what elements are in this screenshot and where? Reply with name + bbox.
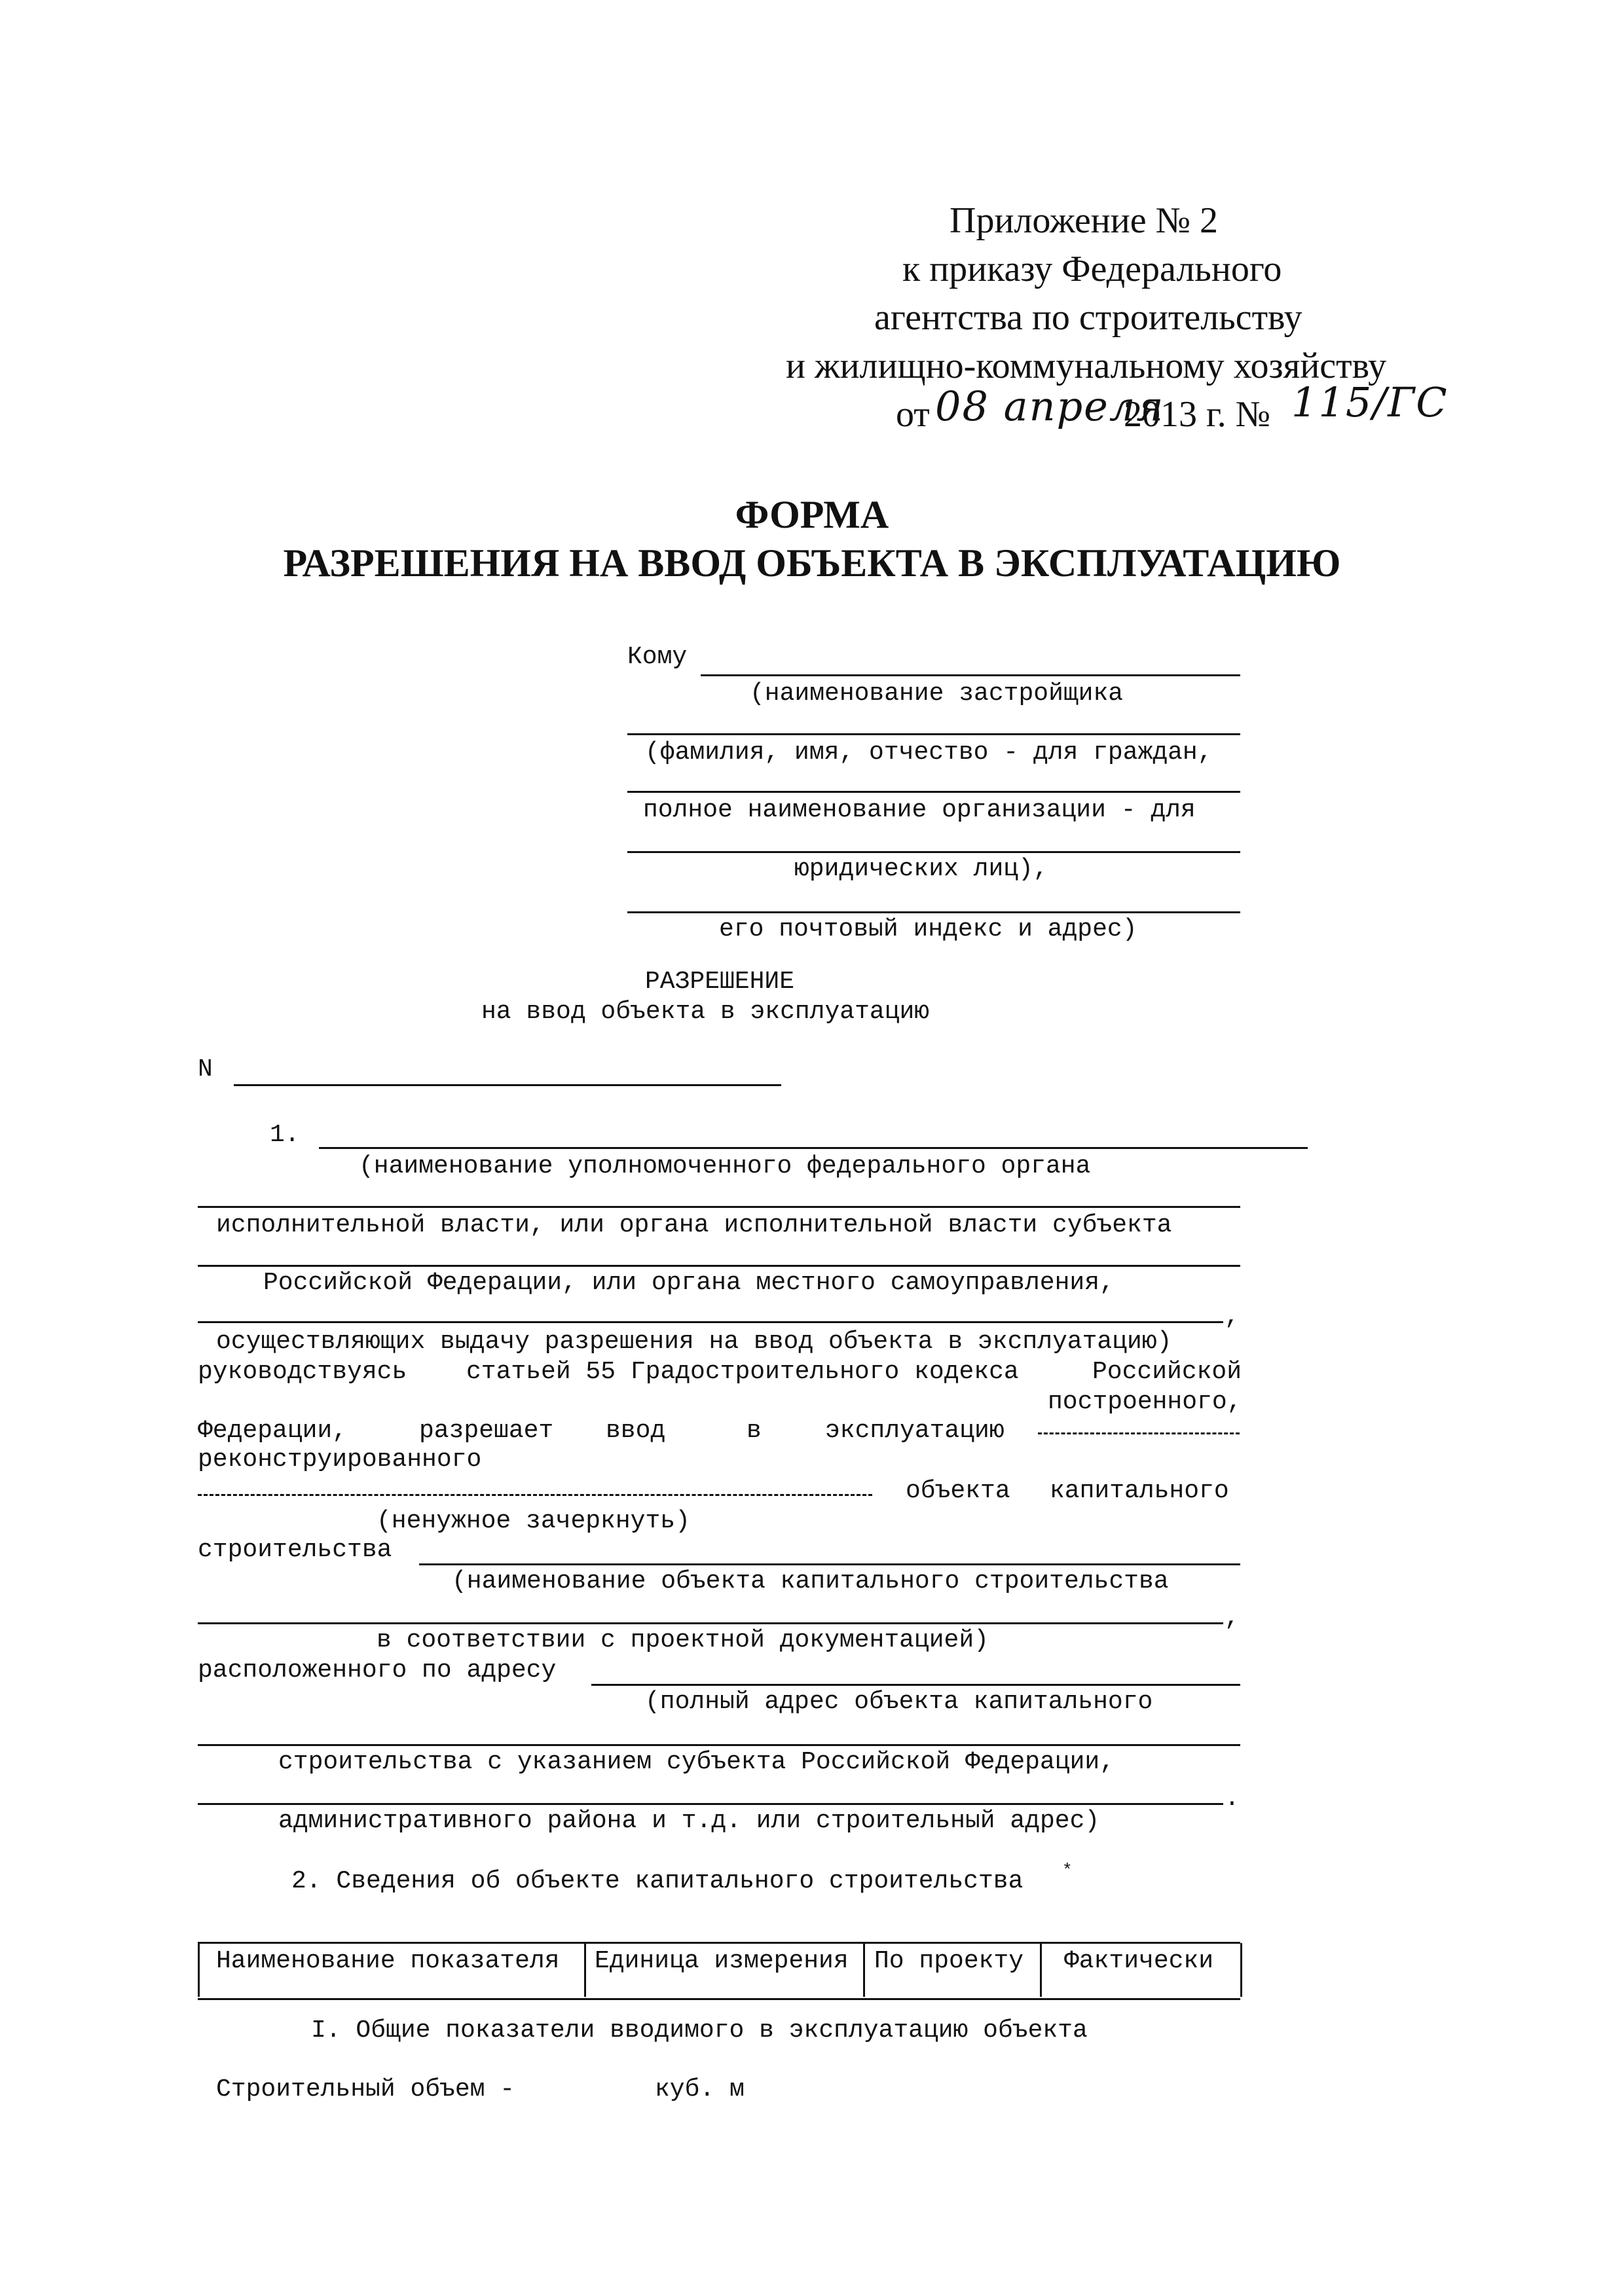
section-1-hint-7: (полный адрес объекта капитального xyxy=(645,1688,1153,1716)
section-1-line-1 xyxy=(319,1147,1308,1149)
table-header-bottom-border xyxy=(198,1998,1240,2000)
table-top-border xyxy=(198,1942,1240,1944)
table-col-divider-1 xyxy=(584,1943,586,1997)
addressee-hint-4: юридических лиц), xyxy=(794,855,1048,883)
permit-heading: РАЗРЕШЕНИЕ xyxy=(645,968,795,996)
guided-word-3: Российской xyxy=(1092,1358,1242,1386)
construction-label: строительства xyxy=(198,1536,392,1564)
section-1-hint-3: Российской Федерации, или органа местного самоуправления, xyxy=(263,1269,1115,1297)
permit-number-line xyxy=(234,1084,781,1086)
section-1-line-3 xyxy=(198,1265,1240,1267)
to-line xyxy=(701,674,1240,676)
addressee-hint-2: (фамилия, имя, отчество - для граждан, xyxy=(645,738,1213,767)
section-1-line-2 xyxy=(198,1206,1240,1208)
operation-word: эксплуатацию xyxy=(825,1417,1005,1445)
into-word: в xyxy=(747,1417,762,1445)
section-1-hint-2: исполнительной власти, или органа исполнительной власти субъекта xyxy=(216,1211,1172,1239)
option-separator-2 xyxy=(198,1494,872,1496)
section-1-hint-1: (наименование уполномоченного федерального органа xyxy=(359,1152,1091,1180)
appendix-line-3: агентства по строительству xyxy=(874,297,1302,338)
addressee-line-3 xyxy=(627,791,1240,793)
section-2-heading: 2. Сведения об объекте капитального строительства xyxy=(291,1867,1024,1895)
form-title: ФОРМА xyxy=(735,493,889,536)
built-option: построенного, xyxy=(1048,1388,1242,1416)
addressee-hint-3: полное наименование организации - для xyxy=(643,796,1196,824)
capital-word: капитального xyxy=(1050,1477,1229,1505)
table-row-unit: куб. м xyxy=(655,2075,745,2104)
permit-subheading: на ввод объекта в эксплуатацию xyxy=(481,998,930,1026)
table-row-label: Строительный объем - xyxy=(216,2075,515,2104)
section-1-number: 1. xyxy=(270,1121,300,1149)
object-name-line xyxy=(419,1563,1240,1565)
table-group-heading: I. Общие показатели вводимого в эксплуатацию объекта xyxy=(311,2016,1088,2045)
appendix-year: 2013 г. № xyxy=(1124,394,1271,435)
permit-number-label: N xyxy=(198,1055,213,1084)
table-header-unit: Единица измерения xyxy=(595,1947,849,1975)
addressee-hint-5: его почтовый индекс и адрес) xyxy=(719,915,1137,943)
table-header-actual: Фактически xyxy=(1064,1947,1214,1975)
handwritten-number: 115/ГС xyxy=(1291,378,1449,426)
table-header-name: Наименование показателя xyxy=(216,1947,560,1975)
section-1-comma-1: , xyxy=(1225,1303,1240,1331)
handwritten-date: 08 апреля xyxy=(935,382,1165,430)
section-1-hint-8: строительства с указанием субъекта Российской Федерации, xyxy=(278,1748,1115,1776)
federation-word: Федерации, xyxy=(198,1417,348,1445)
appendix-line-1: Приложение № 2 xyxy=(950,200,1218,241)
object-name-line-2 xyxy=(198,1622,1223,1624)
footnote-marker: * xyxy=(1062,1861,1073,1880)
addressee-line-4 xyxy=(627,851,1240,853)
guided-word-2: статьей 55 Градостроительного кодекса xyxy=(466,1358,1019,1386)
addressee-line-2 xyxy=(627,733,1240,735)
table-col-divider-3 xyxy=(1040,1943,1042,1997)
appendix-date-prefix: от xyxy=(896,394,930,435)
guided-word-1: руководствуясь xyxy=(198,1358,407,1386)
table-right-border xyxy=(1240,1943,1242,1997)
address-line-2 xyxy=(198,1744,1240,1746)
strike-hint: (ненужное зачеркнуть) xyxy=(377,1507,690,1535)
section-1-hint-6: в соответствии с проектной документацией) xyxy=(377,1626,989,1654)
section-1-hint-9: административного района и т.д. или строительный адрес) xyxy=(278,1807,1100,1835)
to-label: Кому xyxy=(627,643,688,671)
address-label: расположенного по адресу xyxy=(198,1656,557,1685)
address-line-1 xyxy=(591,1684,1240,1686)
section-1-hint-4: осуществляющих выдачу разрешения на ввод объекта в эксплуатацию) xyxy=(216,1328,1172,1356)
addressee-hint-1: (наименование застройщика xyxy=(750,680,1124,708)
appendix-line-2: к приказу Федерального xyxy=(902,249,1282,289)
section-1-period: . xyxy=(1225,1785,1240,1813)
permits-word: разрешает xyxy=(419,1417,554,1445)
section-1-line-4 xyxy=(198,1321,1223,1323)
appendix-line-4: и жилищно-коммунальному хозяйству xyxy=(786,346,1387,386)
addressee-line-5 xyxy=(627,911,1240,913)
table-col-divider-2 xyxy=(863,1943,865,1997)
table-left-border xyxy=(198,1943,200,1997)
section-1-hint-5: (наименование объекта капитального строительства xyxy=(452,1567,1169,1595)
reconstructed-option: реконструированного xyxy=(198,1446,482,1474)
address-line-3 xyxy=(198,1803,1223,1805)
object-word: объекта xyxy=(906,1477,1010,1505)
table-header-project: По проекту xyxy=(874,1947,1024,1975)
entry-word: ввод xyxy=(606,1417,666,1445)
section-1-comma-2: , xyxy=(1225,1604,1240,1632)
form-subtitle: РАЗРЕШЕНИЯ НА ВВОД ОБЪЕКТА В ЭКСПЛУАТАЦИЮ xyxy=(283,541,1341,585)
option-separator-1 xyxy=(1038,1432,1240,1434)
